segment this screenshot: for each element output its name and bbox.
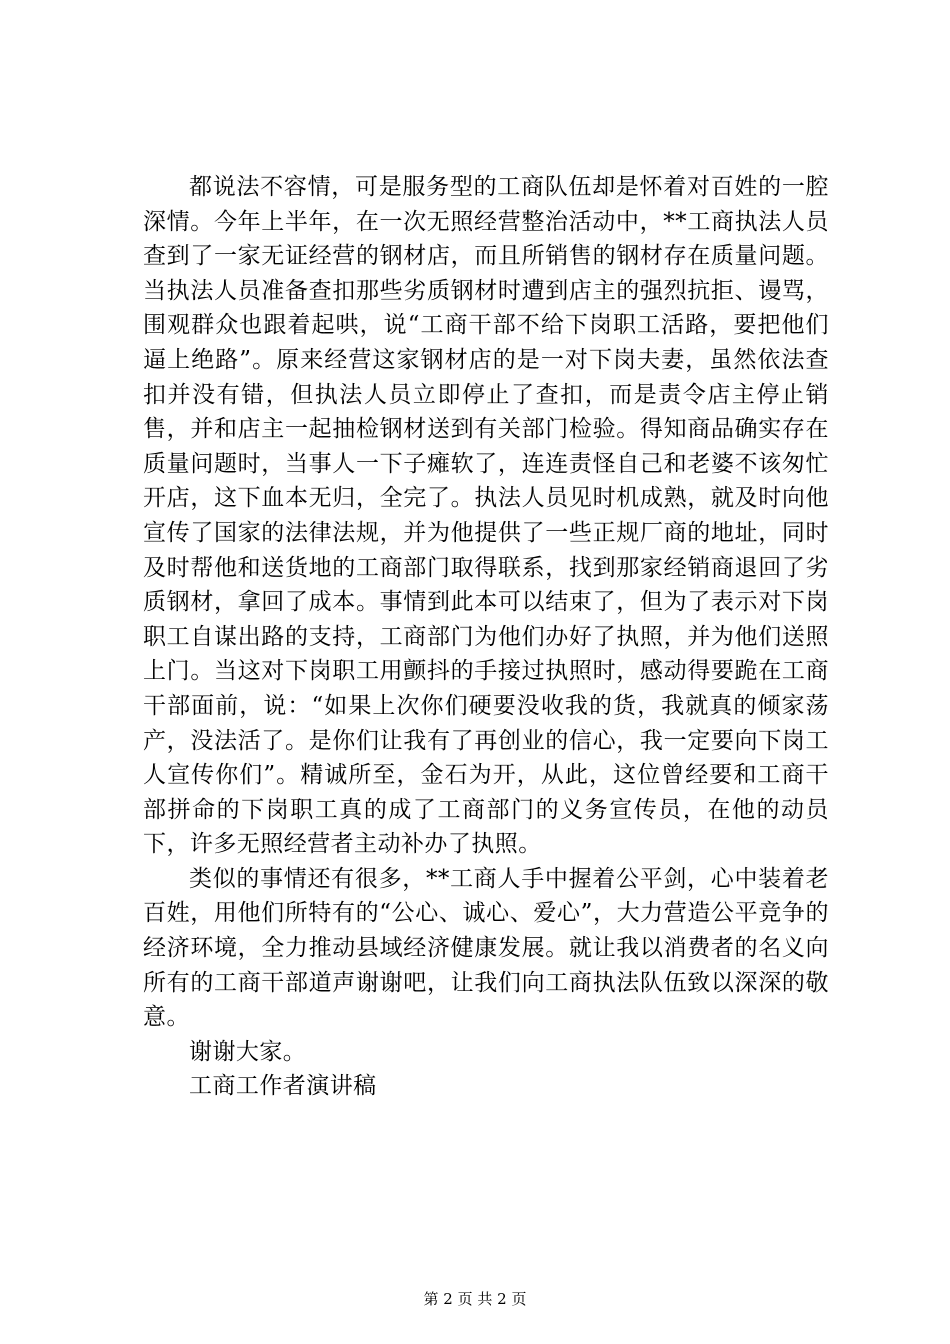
- paragraph-thanks-workers: 类似的事情还有很多，**工商人手中握着公平剑，心中装着老百姓，用他们所特有的“公心、诚心、爱心”，大力营造公平竞争的经济环境，全力推动县域经济健康发展。就让我以消费者的名义向所有的工商干部道声谢谢吧，让我们向工商执法队伍致以深深的敬意。: [143, 865, 829, 1031]
- paragraph-title-note: 工商工作者演讲稿: [189, 1073, 377, 1100]
- page-footer: [0, 1289, 950, 1309]
- paragraph-closing: 谢谢大家。: [189, 1038, 307, 1065]
- paragraph-story: 都说法不容情，可是服务型的工商队伍却是怀着对百姓的一腔深情。今年上半年，在一次无照经营整治活动中，**工商执法人员查到了一家无证经营的钢材店，而且所销售的钢材存在质量问题。当执法人员准备查扣那些劣质钢材时遭到店主的强烈抗拒、谩骂，围观群众也跟着起哄，说“工商干部不给下岗职工活路，要把他们逼上绝路”。原来经营这家钢材店的是一对下岗夫妻，虽然依法查扣并没有错，但执法人员立即停止了查扣，而是责令店主停止销售，并和店主一起抽检钢材送到有关部门检验。得知商品确实存在质量问题时，当事人一下子瘫软了，连连责怪自己和老婆不该匆忙开店，这下血本无归，全完了。执法人员见时机成熟，就及时向他宣传了国家的法律法规，并为他提供了一些正规厂商的地址，同时及时帮他和送货地的工商部门取得联系，找到那家经销商退回了劣质钢材，拿回了成本。事情到此本可以结束了，但为了表示对下岗职工自谋出路的支持，工商部门为他们办好了执照，并为他们送照上门。当这对下岗职工用颤抖的手接过执照时，感动得要跪在工商干部面前，说：“如果上次你们硬要没收我的货，我就真的倾家荡产，没法活了。是你们让我有了再创业的信心，我一定要向下岗工人宣传你们”。精诚所至，金石为开，从此，这位曾经要和工商干部拼命的下岗职工真的成了工商部门的义务宣传员，在他的动员下，许多无照经营者主动补办了执照。: [143, 174, 829, 858]
- page-number: 第 2 页 共 2 页: [423, 1290, 527, 1308]
- document-body: [143, 170, 829, 1104]
